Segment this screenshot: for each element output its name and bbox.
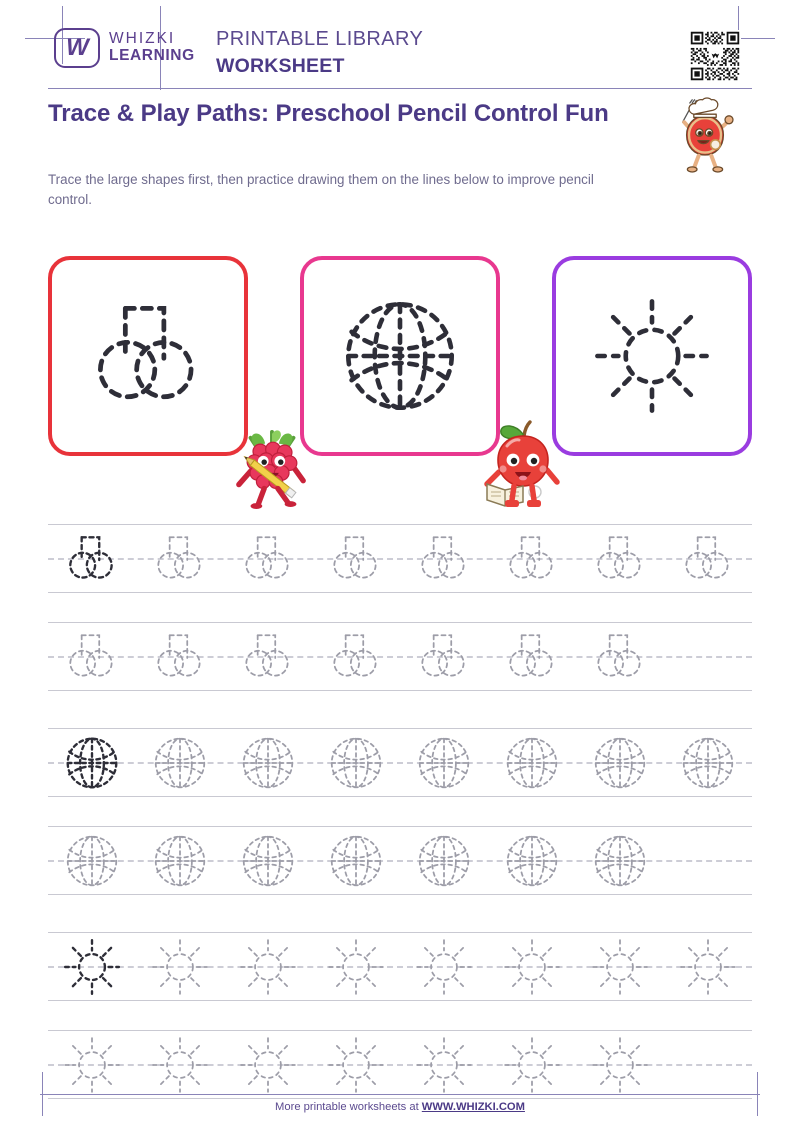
trace-slot[interactable] xyxy=(136,518,224,600)
trace-slot[interactable] xyxy=(488,926,576,1008)
trace-slot[interactable] xyxy=(312,616,400,698)
practice-row[interactable] xyxy=(48,722,752,804)
practice-row[interactable] xyxy=(48,616,752,698)
logo-wordmark xyxy=(109,31,195,64)
trace-slot[interactable] xyxy=(48,820,136,902)
logo-badge xyxy=(54,28,100,68)
trace-slot[interactable] xyxy=(576,820,664,902)
trace-slot[interactable] xyxy=(224,926,312,1008)
footer-label: More printable worksheets at xyxy=(275,1101,422,1113)
trace-slot[interactable] xyxy=(400,820,488,902)
trace-slot[interactable] xyxy=(576,518,664,600)
trace-slot[interactable] xyxy=(136,820,224,902)
trace-slot[interactable] xyxy=(136,926,224,1008)
trace-slot[interactable] xyxy=(136,616,224,698)
shape-box-globe[interactable] xyxy=(300,256,500,456)
trace-slot[interactable] xyxy=(224,616,312,698)
trace-slot[interactable] xyxy=(488,722,576,804)
logo-w-mark: W xyxy=(66,34,88,61)
trace-slot[interactable] xyxy=(400,722,488,804)
logo-line-2: LEARNING xyxy=(109,47,195,64)
trace-slot[interactable] xyxy=(48,616,136,698)
header-worksheet: WORKSHEET xyxy=(216,55,345,77)
trace-slot[interactable] xyxy=(224,518,312,600)
footer-divider xyxy=(40,1094,760,1095)
page-header xyxy=(48,22,752,90)
chef-steak-mascot xyxy=(665,95,745,175)
trace-slot[interactable] xyxy=(400,926,488,1008)
trace-slot[interactable] xyxy=(488,820,576,902)
row-slots xyxy=(48,616,752,698)
footer xyxy=(0,1101,800,1113)
trace-slot[interactable] xyxy=(576,722,664,804)
trace-slot[interactable] xyxy=(576,616,664,698)
practice-rows xyxy=(48,518,752,1130)
trace-slot[interactable] xyxy=(224,722,312,804)
trace-slot[interactable] xyxy=(48,722,136,804)
trace-slot[interactable] xyxy=(312,722,400,804)
trace-slot[interactable] xyxy=(48,926,136,1008)
trace-slot[interactable] xyxy=(664,518,752,600)
practice-row[interactable] xyxy=(48,518,752,600)
trace-slot[interactable] xyxy=(400,518,488,600)
sun-shape-icon xyxy=(589,293,715,419)
raspberry-mascot xyxy=(233,424,311,512)
trace-slot[interactable] xyxy=(400,616,488,698)
trace-slot[interactable] xyxy=(312,820,400,902)
shape-boxes xyxy=(48,256,752,460)
header-titles xyxy=(216,26,423,79)
shape-box-sun[interactable] xyxy=(552,256,752,456)
row-slots xyxy=(48,722,752,804)
row-slots xyxy=(48,518,752,600)
trace-slot[interactable] xyxy=(48,518,136,600)
trace-slot[interactable] xyxy=(488,518,576,600)
footer-url[interactable]: WWW.WHIZKI.COM xyxy=(421,1101,525,1113)
trace-slot[interactable] xyxy=(224,820,312,902)
header-printable-library: PRINTABLE LIBRARY xyxy=(216,28,424,50)
trace-slot[interactable] xyxy=(312,518,400,600)
binoculars-shape-icon xyxy=(80,288,216,424)
trace-slot[interactable] xyxy=(576,926,664,1008)
trace-slot[interactable] xyxy=(488,616,576,698)
qr-code-icon[interactable] xyxy=(689,30,741,82)
practice-row[interactable] xyxy=(48,820,752,902)
apple-mascot xyxy=(483,420,563,510)
practice-row[interactable] xyxy=(48,926,752,1008)
trace-slot[interactable] xyxy=(312,926,400,1008)
trace-slot[interactable] xyxy=(664,722,752,804)
row-slots xyxy=(48,926,752,1008)
globe-shape-icon xyxy=(334,290,466,422)
shape-box-binoculars[interactable] xyxy=(48,256,248,456)
trace-slot[interactable] xyxy=(136,722,224,804)
trace-slot[interactable] xyxy=(664,926,752,1008)
page-title: Trace & Play Paths: Preschool Pencil Control Fun xyxy=(48,100,609,127)
page-subtitle: Trace the large shapes first, then practice drawing them on the lines below to improve pencil control. xyxy=(48,172,594,208)
logo-line-1: WHIZKI xyxy=(109,30,176,48)
brand-logo[interactable] xyxy=(54,28,195,68)
row-slots xyxy=(48,820,752,902)
